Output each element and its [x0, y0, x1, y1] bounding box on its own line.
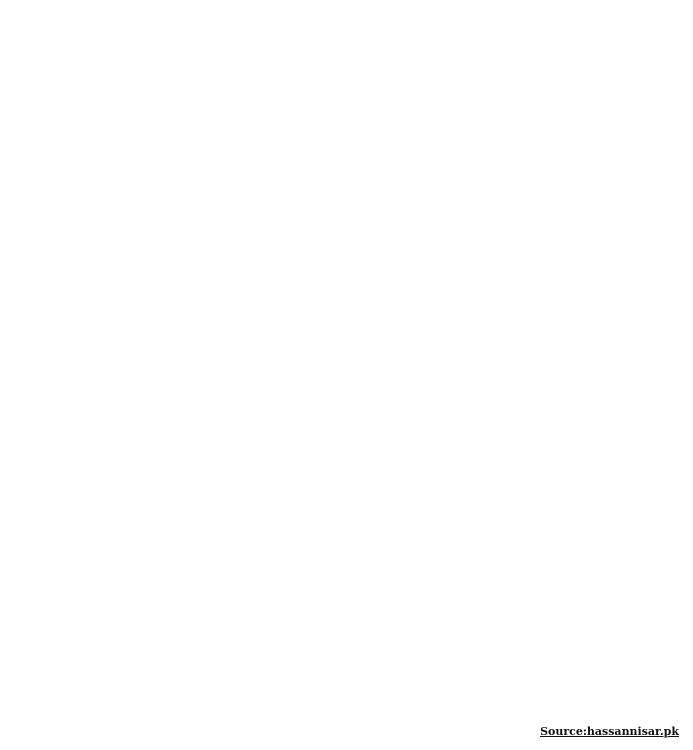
source-credit: Source:hassannisar.pk — [540, 725, 679, 738]
